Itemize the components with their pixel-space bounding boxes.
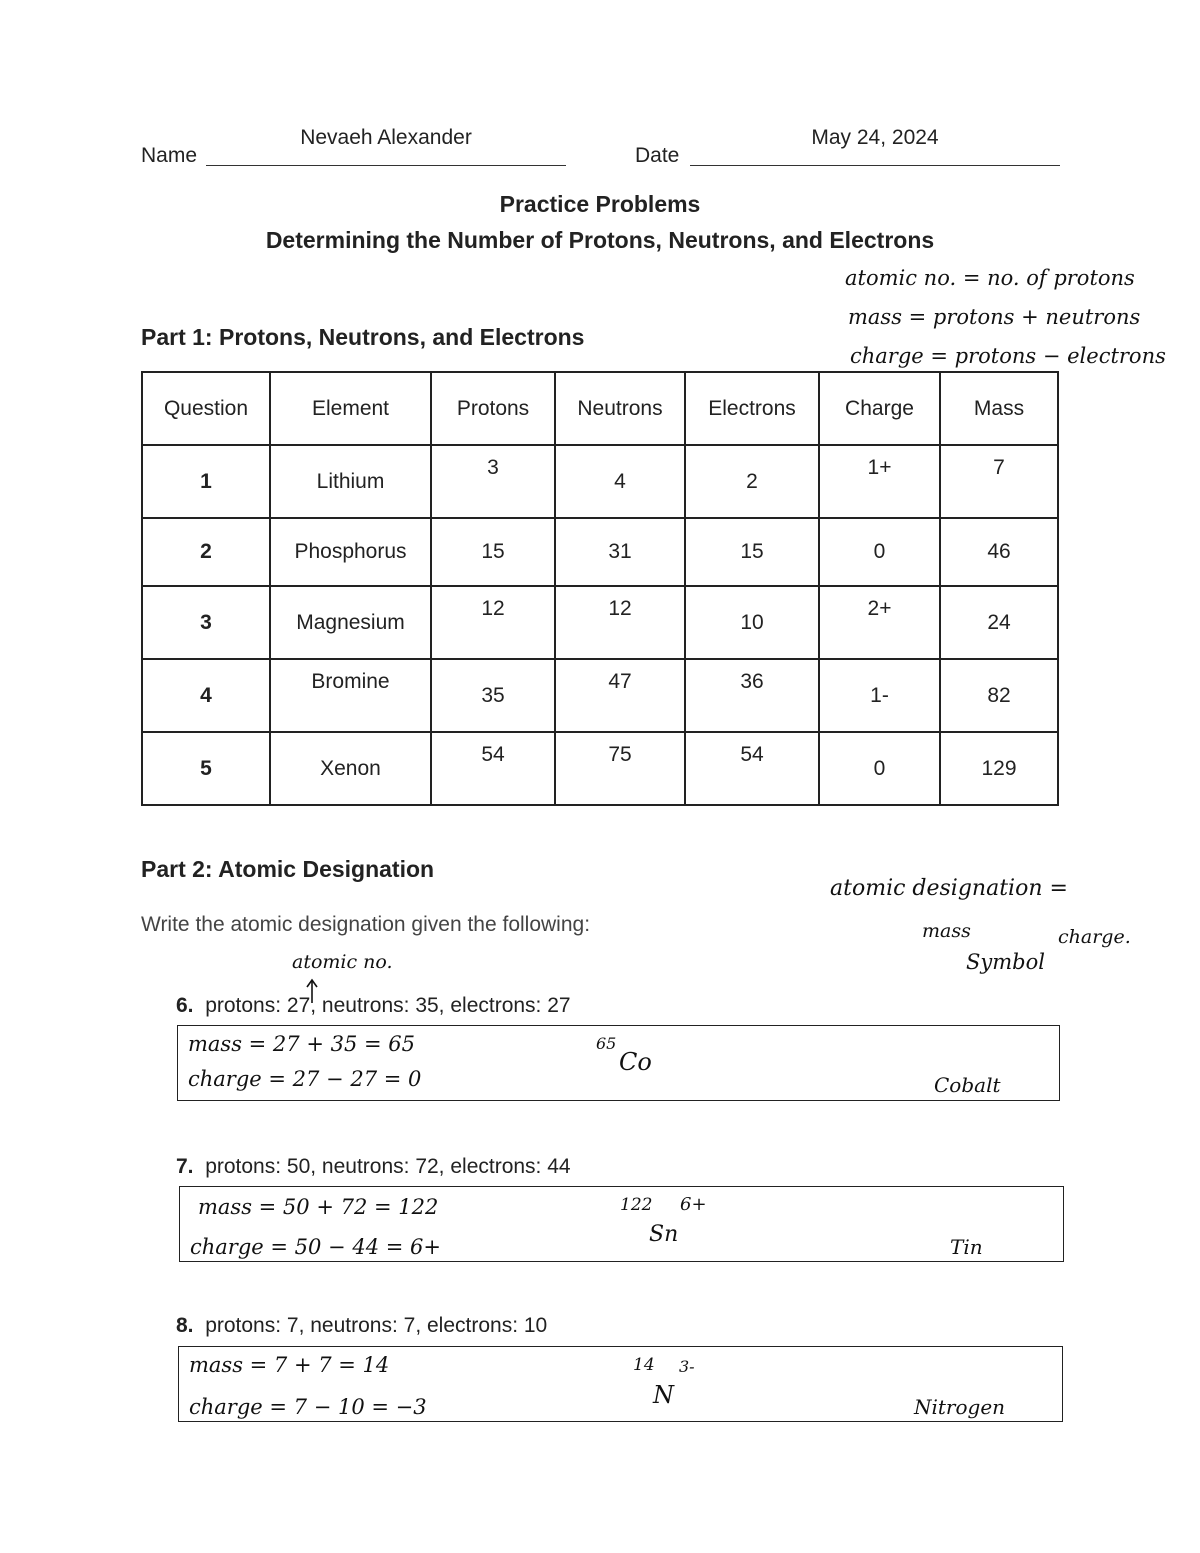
- answer-box-7[interactable]: [179, 1186, 1064, 1262]
- work-mass: mass = 50 + 72 = 122: [198, 1195, 439, 1219]
- question-7: [176, 1155, 571, 1179]
- answer-box-6[interactable]: [177, 1025, 1060, 1101]
- protons-cell[interactable]: 35: [431, 659, 555, 732]
- name-label: Name: [141, 144, 198, 167]
- page-subtitle: Determining the Number of Protons, Neutrons, and Electrons: [265, 227, 935, 253]
- table-row: [142, 732, 1058, 805]
- question-cell: 2: [142, 518, 270, 586]
- column-header: Neutrons: [555, 372, 685, 445]
- element-name: Cobalt: [934, 1073, 1001, 1097]
- element-cell: Bromine: [270, 659, 431, 732]
- note-mass: mass = protons + neutrons: [848, 305, 1141, 329]
- electrons-cell[interactable]: 2: [685, 445, 819, 518]
- work-charge: charge = 50 − 44 = 6+: [190, 1235, 441, 1259]
- table-row: [142, 445, 1058, 518]
- part1-heading: Part 1: Protons, Neutrons, and Electrons: [141, 324, 585, 350]
- mass-cell[interactable]: 7: [940, 445, 1058, 518]
- column-header: Charge: [819, 372, 940, 445]
- note-designation-charge: charge.: [1058, 926, 1131, 948]
- protons-cell[interactable]: 12: [431, 586, 555, 659]
- table-row: [142, 659, 1058, 732]
- charge-number: 3-: [679, 1357, 695, 1376]
- element-symbol: Sn: [649, 1222, 679, 1247]
- neutrons-cell[interactable]: 47: [555, 659, 685, 732]
- electrons-cell[interactable]: 10: [685, 586, 819, 659]
- column-header: Protons: [431, 372, 555, 445]
- note-designation: atomic designation =: [830, 876, 1068, 901]
- charge-cell[interactable]: 1-: [819, 659, 940, 732]
- answer-box-8[interactable]: [178, 1346, 1063, 1422]
- note-atomic-number: atomic no.: [292, 951, 393, 973]
- question-number: 8.: [176, 1314, 194, 1337]
- column-header: Question: [142, 372, 270, 445]
- column-header: Mass: [940, 372, 1058, 445]
- mass-cell[interactable]: 46: [940, 518, 1058, 586]
- mass-number: 65: [596, 1034, 617, 1053]
- element-cell: Lithium: [270, 445, 431, 518]
- question-number: 7.: [176, 1155, 194, 1178]
- column-header: Element: [270, 372, 431, 445]
- element-name: Tin: [950, 1235, 983, 1259]
- question-6: [176, 994, 571, 1018]
- question-cell: 5: [142, 732, 270, 805]
- page-title: Practice Problems: [499, 191, 701, 217]
- mass-cell[interactable]: 24: [940, 586, 1058, 659]
- question-text: protons: 50, neutrons: 72, electrons: 44: [205, 1155, 571, 1178]
- mass-number: 14: [633, 1355, 655, 1375]
- note-charge: charge = protons − electrons: [850, 344, 1166, 368]
- part2-instruction: Write the atomic designation given the following:: [141, 913, 591, 936]
- table-header-row: [142, 372, 1058, 445]
- table-row: [142, 586, 1058, 659]
- charge-cell[interactable]: 1+: [819, 445, 940, 518]
- note-designation-mass: mass: [922, 920, 971, 942]
- charge-number: 6+: [680, 1194, 707, 1215]
- mass-number: 122: [620, 1195, 653, 1215]
- element-symbol: N: [653, 1381, 674, 1409]
- protons-cell[interactable]: 3: [431, 445, 555, 518]
- charge-cell[interactable]: 0: [819, 518, 940, 586]
- work-charge: charge = 27 − 27 = 0: [188, 1067, 422, 1091]
- question-text: protons: 7, neutrons: 7, electrons: 10: [205, 1314, 548, 1337]
- table-row: [142, 518, 1058, 586]
- charge-cell[interactable]: 0: [819, 732, 940, 805]
- neutrons-cell[interactable]: 75: [555, 732, 685, 805]
- electrons-cell[interactable]: 15: [685, 518, 819, 586]
- question-text: protons: 27, neutrons: 35, electrons: 27: [205, 994, 571, 1017]
- electrons-cell[interactable]: 36: [685, 659, 819, 732]
- question-number: 6.: [176, 994, 194, 1017]
- mass-cell[interactable]: 82: [940, 659, 1058, 732]
- question-cell: 3: [142, 586, 270, 659]
- charge-cell[interactable]: 2+: [819, 586, 940, 659]
- work-charge: charge = 7 − 10 = −3: [189, 1395, 427, 1419]
- neutrons-cell[interactable]: 31: [555, 518, 685, 586]
- element-cell: Xenon: [270, 732, 431, 805]
- note-atomic-no: atomic no. = no. of protons: [845, 266, 1135, 290]
- question-cell: 1: [142, 445, 270, 518]
- column-header: Electrons: [685, 372, 819, 445]
- neutrons-cell[interactable]: 4: [555, 445, 685, 518]
- element-name: Nitrogen: [914, 1395, 1006, 1419]
- work-mass: mass = 27 + 35 = 65: [188, 1032, 415, 1056]
- protons-cell[interactable]: 54: [431, 732, 555, 805]
- element-cell: Phosphorus: [270, 518, 431, 586]
- note-designation-symbol: Symbol: [966, 950, 1045, 974]
- protons-cell[interactable]: 15: [431, 518, 555, 586]
- neutrons-cell[interactable]: 12: [555, 586, 685, 659]
- data-table: [141, 371, 1059, 806]
- part2-heading: Part 2: Atomic Designation: [141, 856, 435, 882]
- name-field[interactable]: Nevaeh Alexander: [300, 126, 472, 149]
- date-label: Date: [635, 144, 680, 167]
- mass-cell[interactable]: 129: [940, 732, 1058, 805]
- question-cell: 4: [142, 659, 270, 732]
- element-cell: Magnesium: [270, 586, 431, 659]
- element-symbol: Co: [619, 1048, 652, 1076]
- work-mass: mass = 7 + 7 = 14: [189, 1353, 390, 1377]
- electrons-cell[interactable]: 54: [685, 732, 819, 805]
- date-field[interactable]: May 24, 2024: [811, 126, 939, 149]
- question-8: [176, 1314, 547, 1338]
